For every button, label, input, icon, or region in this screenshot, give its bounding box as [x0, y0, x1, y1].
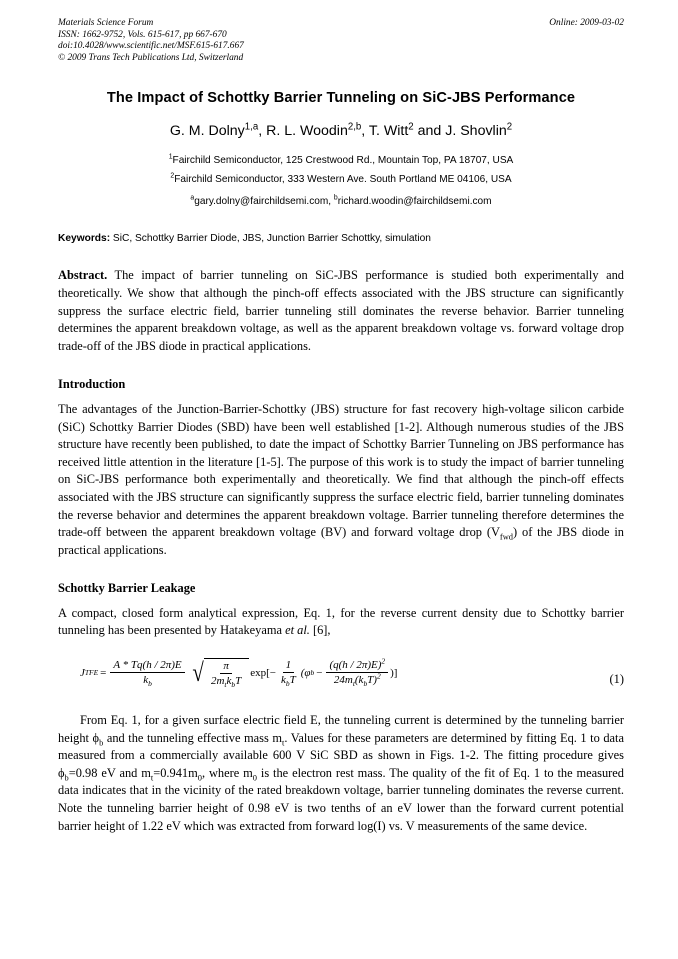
author-emails [58, 196, 624, 207]
affiliation-text-1: Fairchild Semiconductor, 125 Crestwood Rd., Mountain Top, PA 18707, USA [172, 155, 514, 167]
leakage-text-end: [6], [309, 623, 331, 638]
equation-row [58, 658, 624, 704]
section-heading-introduction: Introduction [58, 377, 126, 392]
keywords-value: SiC, Schottky Barrier Diode, JBS, Junction Barrier Schottky, simulation [110, 233, 431, 245]
abstract-block [58, 267, 624, 355]
closing-subscript-2: t [281, 737, 285, 748]
equation-prefactor-numerator: A * Tq(h / 2π)E [110, 659, 184, 673]
equation-paren-open: ( [300, 666, 305, 679]
email-marker-a: a [190, 195, 195, 203]
equation-1: J TFE = $\frac{A * Tq(h / 2\pi)E}{k_b}$ √ $\frac{\pi}{2m_tk_bT}$ exp[− $\frac{1}{k_bT}$ ( φ b − $\frac{(q(h / 2\pi)E)^2}{24m_t(k_bT)^2}$ )] [80, 656, 398, 690]
author-name-4: J. Shovlin [445, 123, 507, 140]
leakage-paragraph [58, 605, 624, 640]
introduction-text-part1: The advantages of the Junction-Barrier-Schottky (JBS) structure for fast recovery high-voltage silicon carbide (SiC) Schottky Barrier Diodes (SBD) have been well established [1-2]. Although numerous studies of the JBS structure have recently been published, to date the impact of Schottky Barrier Tunneling on JBS performance has received little attention in the literature [1-5]. The purpose of this work is to study the impact of barrier tunneling on SiC-JBS performance both experimentally and theoretically. We find that although the pinch-off effects associated with the JBS structure can significantly suppress the surface electric field, barrier tunneling dominates the reverse behavior and determines the apparent breakdown voltage. Barrier tunneling therefore determines the trade-off between the apparent breakdown voltage (BV) and forward voltage drop (V [58, 401, 624, 540]
paper-title: The Impact of Schottky Barrier Tunneling on SiC-JBS Performance [106, 90, 576, 107]
equation-fraction-inverse-kt [278, 659, 299, 689]
affiliation-2 [58, 170, 624, 189]
affiliation-marker-1: 1 [168, 154, 173, 162]
copyright-line: © 2009 Trans Tech Publications Ltd, Switzerland [58, 52, 244, 63]
author-separator-1: , [258, 123, 267, 140]
section-heading-leakage: Schottky Barrier Leakage [58, 581, 196, 596]
issn-line: ISSN: 1662-9752, Vols. 615-617, pp 667-670 [58, 29, 227, 40]
equation-field-denominator-exponent: 2 [376, 671, 381, 681]
page-content [58, 18, 624, 835]
abstract-text: The impact of barrier tunneling on SiC-JBS performance is studied both experimentally and theoretically. We show that although the pinch-off effects associated with the JBS structure can significantly suppress the surface electric field, barrier tunneling still dominates the reverse behavior. Barrier tunneling determines the apparent breakdown voltage, as well as the apparent breakdown voltage vs. forward voltage drop trade-off of the JBS diode in practical applications. [58, 268, 624, 353]
masthead-left-block [58, 18, 478, 64]
equation-kb-subscript-2: b [231, 680, 236, 690]
keywords-line [58, 233, 624, 244]
author-affil-marker-2: 2,b [347, 121, 362, 133]
equation-fraction-prefactor [110, 659, 184, 689]
author-name-2: R. L. Woodin [266, 123, 348, 140]
equation-equals: = [100, 666, 107, 679]
leakage-text: A compact, closed form analytical expression, Eq. 1, for the reverse current density due to Schottky barrier tunneling has been presented by Hatakeyama [58, 605, 624, 638]
radical-icon: √ [192, 657, 204, 687]
email-address-b[interactable]: richard.woodin@fairchildsemi.com [337, 196, 492, 208]
equation-radicand-denominator [208, 674, 244, 690]
closing-paragraph [58, 712, 624, 835]
equation-minus: − [316, 666, 323, 679]
author-affil-marker-1: 1,a [244, 121, 259, 133]
closing-subscript-6: 0 [252, 772, 257, 783]
equation-radicand [204, 658, 249, 690]
closing-subscript-3: b [64, 772, 69, 783]
author-affil-marker-4: 2 [506, 121, 513, 133]
equation-kb-subscript-3: b [285, 679, 290, 689]
keywords-label: Keywords: [58, 233, 111, 245]
equation-lhs: J [80, 666, 85, 679]
equation-temperature-symbol: T [235, 675, 242, 688]
affiliation-list [58, 151, 624, 189]
introduction-subscript-fwd: fwd [499, 531, 514, 542]
equation-kb-symbol-3: k [280, 674, 286, 687]
leakage-etal: et al. [285, 623, 310, 638]
introduction-text-part2: ) of the JBS diode in practical applications. [58, 525, 625, 557]
affiliation-marker-2: 2 [170, 173, 175, 181]
equation-fraction-radicand [208, 660, 244, 690]
equation-field-numerator-base: (q(h / 2π)E) [329, 659, 382, 672]
closing-text-part5: =0.941m [153, 765, 198, 780]
running-header [58, 18, 624, 64]
affiliation-text-2: Fairchild Semiconductor, 333 Western Ave. South Portland ME 04106, USA [174, 174, 512, 186]
equation-number: (1) [609, 672, 624, 687]
author-affil-marker-3: 2 [408, 121, 414, 133]
equation-prefactor-denominator [140, 673, 155, 689]
email-address-a[interactable]: gary.dolny@fairchildsemi.com, [194, 196, 334, 208]
closing-text-part4: =0.98 eV and m [68, 765, 151, 780]
journal-name: Materials Science Forum [58, 18, 154, 28]
closing-text-part3: . Values for these parameters are determined by fitting Eq. 1 to data measured from a commercially available 600 V SiC SBD as shown in Figs. 1-2. The fitting procedure gives ϕ [58, 730, 625, 780]
author-separator-3: and [413, 123, 446, 140]
equation-mass-subscript: t [224, 680, 227, 690]
equation-temperature-symbol-2: T [289, 674, 296, 687]
equation-kb-symbol-4: (k [354, 674, 364, 687]
equation-mass-subscript-2: t [352, 679, 355, 689]
equation-phi-symbol: φ [304, 666, 311, 679]
equation-mass-term-2: 24m [333, 674, 353, 687]
equation-mass-term: 2m [210, 675, 225, 688]
closing-text-part1: From Eq. 1, for a given surface electric field E, the tunneling current is determined by the tunneling barrier height ϕ [58, 713, 624, 745]
equation-inverse-kt-numerator: 1 [283, 659, 295, 673]
email-marker-b: b [333, 195, 338, 203]
introduction-paragraph [58, 401, 624, 559]
closing-subscript-1: b [99, 737, 104, 748]
abstract-label: Abstract. [58, 268, 108, 283]
equation-temperature-symbol-3: T) [367, 674, 377, 687]
equation-close: )] [390, 666, 398, 679]
equation-kb-subscript-4: b [363, 679, 368, 689]
equation-exp-open: exp[− [250, 666, 276, 679]
closing-text-part2: and the tunneling effective mass m [103, 730, 282, 745]
equation-square-root [191, 657, 250, 690]
equation-kb-symbol: k [143, 674, 149, 687]
equation-field-denominator [331, 671, 384, 689]
author-separator-2: , [361, 123, 369, 140]
doi-line: doi:10.4028/www.scientific.net/MSF.615-617.667 [58, 41, 244, 52]
equation-inverse-kt-denominator [278, 673, 299, 689]
equation-kb-symbol-2: k [226, 675, 232, 688]
author-name-1: G. M. Dolny [169, 123, 245, 140]
equation-radicand-numerator: π [220, 660, 232, 674]
online-date: Online: 2009-03-02 [549, 18, 624, 28]
equation-fraction-field-term [326, 656, 388, 689]
equation-field-numerator-exponent: 2 [381, 656, 386, 666]
affiliation-1 [58, 151, 624, 170]
closing-subscript-5: 0 [197, 772, 202, 783]
author-name-3: T. Witt [368, 123, 409, 140]
equation-kb-subscript: b [148, 679, 152, 689]
closing-subscript-4: t [150, 772, 154, 783]
author-list [58, 123, 624, 139]
closing-text-part6: , where m [201, 765, 253, 780]
closing-text-part7: is the electron rest mass. The quality of the fit of Eq. 1 to the measured data indicates that in the vicinity of the rated breakdown voltage, barrier tunneling dominates the reverse current. Note the tunneling barrier height of 0.98 eV is two tenths of an eV lower than the forward current potential barrier height of 1.22 eV which was extracted from forward log(I) vs. V measurements of the same device. [58, 765, 625, 833]
